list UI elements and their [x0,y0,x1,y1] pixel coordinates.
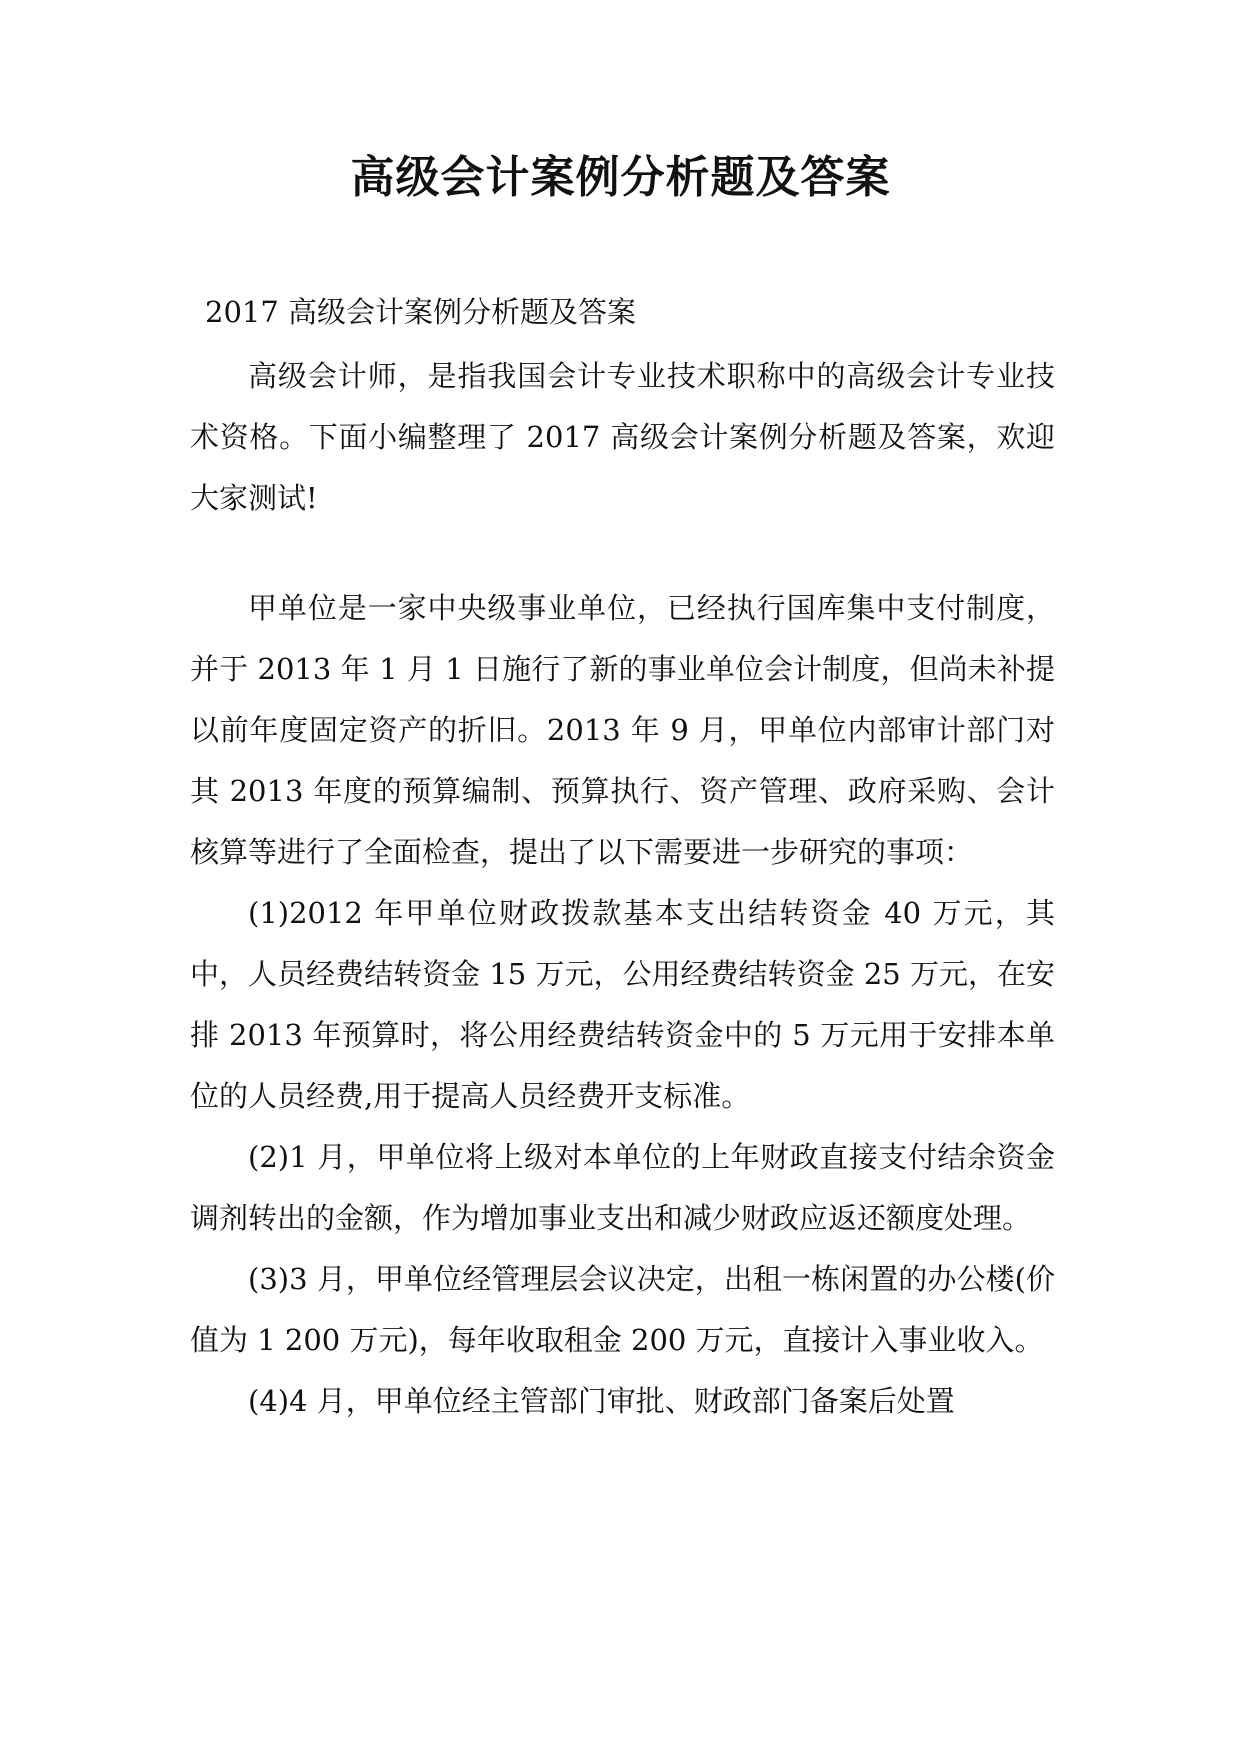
case-paragraph: 甲单位是一家中央级事业单位，已经执行国库集中支付制度，并于 2013 年 1 月 1 日施行了新的事业单位会计制度，但尚未补提以前年度固定资产的折旧。2013 年 9 月，甲单位内部审计部门对其 2013 年度的预算编制、预算执行、资产管理、政府采购、会计核算等进行了全面检查，提出了以下需要进一步研究的事项： [190,591,1055,869]
case-item-4: (4)4 月，甲单位经主管部门审批、财政部门备案后处置 [248,1384,955,1418]
case-item-3: (3)3 月，甲单位经管理层会议决定，出租一栋闲置的办公楼(价值为 1 200 万元)，每年收取租金 200 万元，直接计入事业收入。 [190,1262,1055,1357]
intro-paragraph: 高级会计师，是指我国会计专业技术职称中的高级会计专业技术资格。下面小编整理了 2017 高级会计案例分析题及答案，欢迎大家测试! [190,359,1055,515]
intro-section [190,346,1055,529]
document-subtitle: 2017 高级会计案例分析题及答案 [205,295,637,329]
case-item-2: (2)1 月，甲单位将上级对本单位的上年财政直接支付结余资金调剂转出的金额，作为增加事业支出和减少财政应返还额度处理。 [190,1140,1055,1235]
page-title: 高级会计案例分析题及答案 [350,152,891,203]
case-item-1: (1)2012 年甲单位财政拨款基本支出结转资金 40 万元，其中，人员经费结转资金 15 万元，公用经费结转资金 25 万元，在安排 2013 年预算时，将公用经费结转资金中的 5 万元用于安排本单位的人员经费,用于提高人员经费开支标准。 [190,896,1055,1113]
case-section [190,578,1055,1432]
